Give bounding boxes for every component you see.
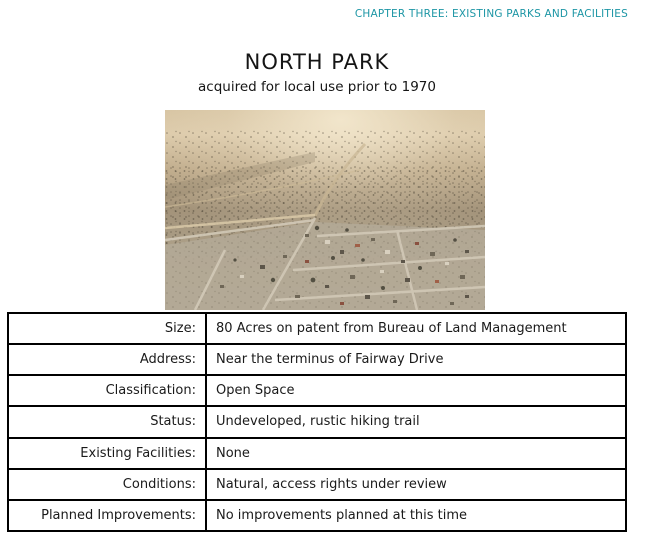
row-label: Planned Improvements: <box>8 500 206 531</box>
table-row-existing-facilities <box>8 438 626 469</box>
row-label: Size: <box>8 313 206 344</box>
row-label: Address: <box>8 344 206 375</box>
table-row-conditions <box>8 469 626 500</box>
page-title: NORTH PARK <box>244 50 390 74</box>
chapter-heading: CHAPTER THREE: EXISTING PARKS AND FACILITIES <box>354 8 628 20</box>
table-row-status <box>8 406 626 437</box>
table-row-classification <box>8 375 626 406</box>
table-row-size <box>8 313 626 344</box>
aerial-photo-image <box>165 110 485 310</box>
row-value: Near the terminus of Fairway Drive <box>206 344 626 375</box>
row-label: Classification: <box>8 375 206 406</box>
park-details-table <box>7 312 627 532</box>
row-label: Status: <box>8 406 206 437</box>
aerial-photo <box>165 110 485 310</box>
row-value: None <box>206 438 626 469</box>
row-label: Conditions: <box>8 469 206 500</box>
row-value: 80 Acres on patent from Bureau of Land Management <box>206 313 626 344</box>
row-label: Existing Facilities: <box>8 438 206 469</box>
row-value: No improvements planned at this time <box>206 500 626 531</box>
table-row-planned-improvements <box>8 500 626 531</box>
row-value: Natural, access rights under review <box>206 469 626 500</box>
row-value: Undeveloped, rustic hiking trail <box>206 406 626 437</box>
table-row-address <box>8 344 626 375</box>
row-value: Open Space <box>206 375 626 406</box>
page-subtitle: acquired for local use prior to 1970 <box>198 79 436 95</box>
